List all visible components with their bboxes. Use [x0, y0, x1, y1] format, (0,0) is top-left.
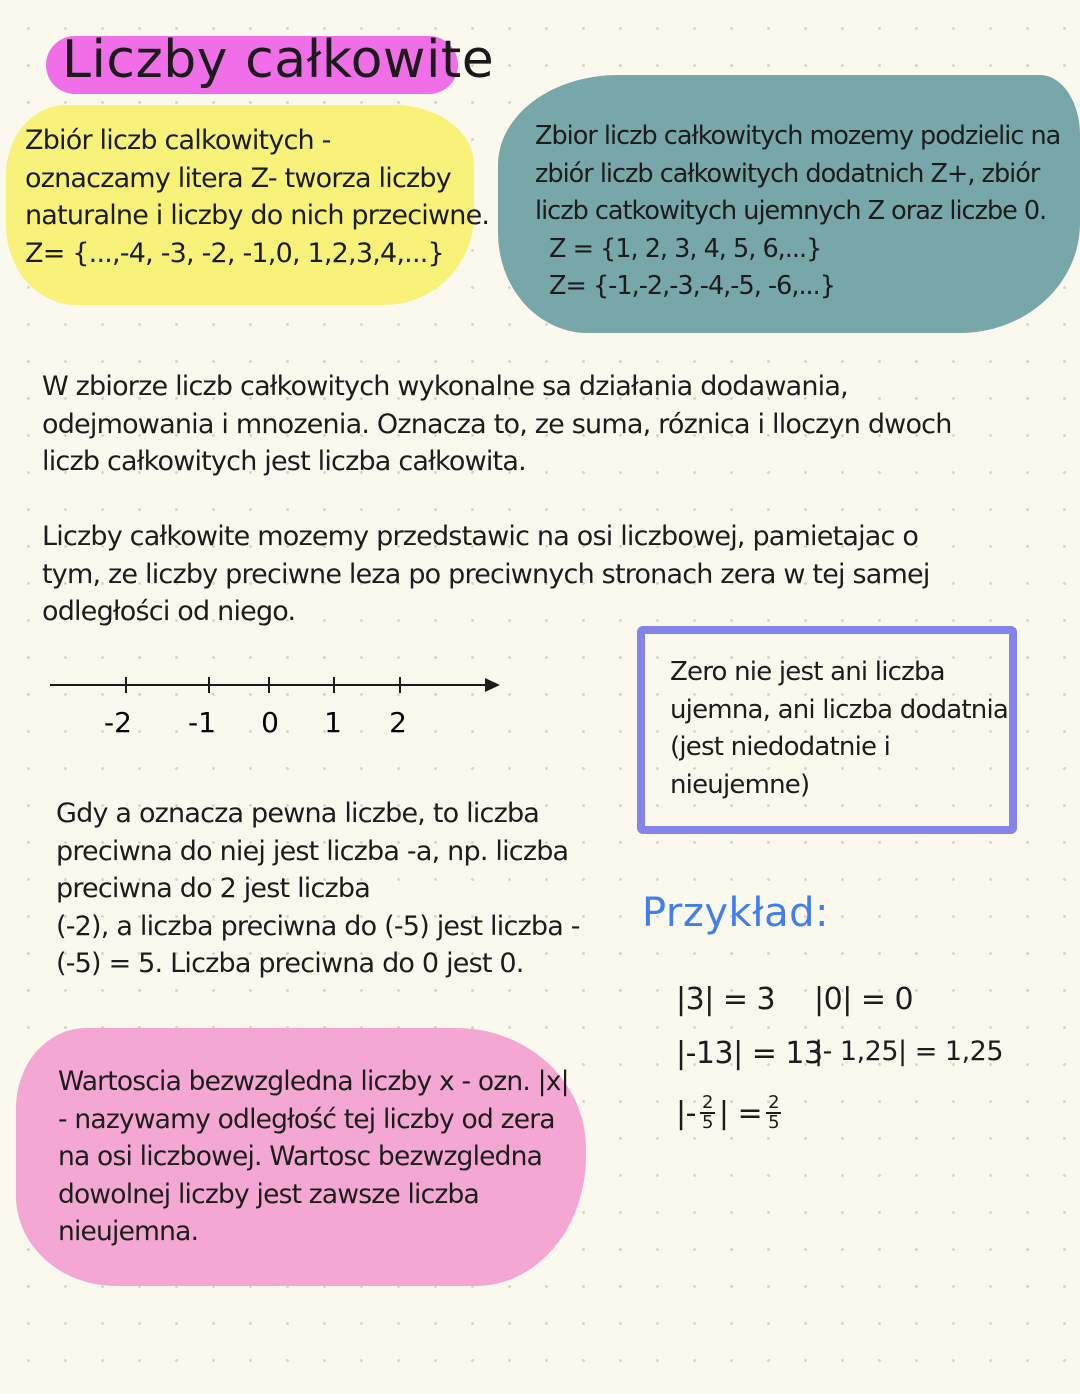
zero-note-line: nieujemne)	[670, 769, 810, 800]
paragraph-line: liczb całkowitych jest liczba całkowita.	[42, 446, 526, 477]
teal-note-line: liczb catkowitych ujemnych Z oraz liczbe 0.	[535, 196, 1047, 226]
fraction-numerator: 2	[768, 1092, 780, 1113]
paragraph-line: (-5) = 5. Liczba preciwna do 0 jest 0.	[56, 948, 524, 979]
opposite-number-paragraph	[56, 795, 580, 983]
fraction	[700, 1094, 715, 1132]
example-abs-fraction	[676, 1094, 781, 1132]
fraction-numerator: 2	[701, 1092, 713, 1113]
page-title: Liczby całkowite	[62, 30, 495, 90]
pink-note-line: nieujemna.	[58, 1216, 199, 1247]
tick-label: 2	[389, 706, 407, 739]
number-line-paragraph	[42, 518, 930, 631]
tick-label: 0	[261, 706, 279, 739]
paragraph-line: odejmowania i mnozenia. Oznacza to, ze suma, róznica i lloczyn dwoch	[42, 408, 952, 440]
zero-note	[670, 654, 1008, 804]
fraction-prefix: |-	[676, 1095, 696, 1131]
integer-set-formula: Z= {...,-4, -3, -2, -1,0, 1,2,3,4,...}	[25, 237, 444, 269]
example-abs-3: |3| = 3	[676, 982, 776, 1017]
paragraph-line: Gdy a oznacza pewna liczbe, to liczba	[56, 798, 540, 829]
fraction-denominator: 5	[768, 1112, 780, 1133]
example-abs-minus-1-25: |- 1,25| = 1,25	[814, 1036, 1004, 1067]
yellow-note	[25, 122, 489, 272]
teal-note-line: zbiór liczb całkowitych dodatnich Z+, zbiór	[535, 158, 1040, 189]
zero-note-line: Zero nie jest ani liczba	[670, 657, 945, 687]
paragraph-line: preciwna do niej jest liczba -a, np. liczba	[56, 835, 569, 867]
paragraph-line: W zbiorze liczb całkowitych wykonalne sa działania dodawania,	[42, 371, 848, 402]
paragraph-line: Liczby całkowite mozemy przedstawic na osi liczbowej, pamietajac o	[42, 521, 919, 552]
example-abs-minus-13: |-13| = 13	[676, 1036, 823, 1071]
tick-label: -1	[188, 706, 216, 739]
positive-set-formula: Z = {1, 2, 3, 4, 5, 6,...}	[549, 233, 822, 264]
paragraph-line: (-2), a liczba preciwna do (-5) jest liczba -	[56, 910, 580, 942]
paragraph-line: preciwna do 2 jest liczba	[56, 873, 370, 904]
negative-set-formula: Z= {-1,-2,-3,-4,-5, -6,...}	[549, 271, 835, 301]
zero-note-line: (jest niedodatnie i	[670, 732, 891, 762]
fraction-denominator: 5	[701, 1112, 713, 1133]
teal-note	[535, 118, 1060, 306]
pink-note-line: na osi liczbowej. Wartosc bezwzgledna	[58, 1141, 543, 1172]
example-heading: Przykład:	[642, 890, 829, 936]
fraction-equals: | =	[718, 1095, 763, 1131]
zero-note-line: ujemna, ani liczba dodatnia	[670, 694, 1009, 725]
operations-paragraph	[42, 368, 952, 481]
example-abs-0: |0| = 0	[814, 982, 914, 1017]
yellow-note-line: oznaczamy litera Z- tworza liczby	[25, 162, 451, 194]
pink-note-line: - nazywamy odległość tej liczby od zera	[58, 1103, 555, 1135]
teal-note-line: Zbior liczb całkowitych mozemy podzielic na	[535, 121, 1061, 151]
paragraph-line: odległości od niego.	[42, 596, 296, 627]
yellow-note-line: naturalne i liczby do nich przeciwne.	[25, 200, 490, 231]
paragraph-line: tym, ze liczby preciwne leza po preciwnych stronach zera w tej samej	[42, 558, 930, 590]
number-line	[40, 668, 510, 748]
yellow-note-line: Zbiór liczb calkowitych -	[25, 125, 331, 156]
fraction	[766, 1094, 781, 1132]
pink-note-line: dowolnej liczby jest zawsze liczba	[58, 1178, 479, 1210]
absolute-value-note	[58, 1063, 569, 1251]
pink-note-line: Wartoscia bezwzgledna liczby x - ozn. |x|	[58, 1066, 569, 1097]
tick-label: -2	[104, 706, 132, 739]
tick-label: 1	[324, 706, 342, 739]
arrow-head-icon	[485, 678, 500, 692]
